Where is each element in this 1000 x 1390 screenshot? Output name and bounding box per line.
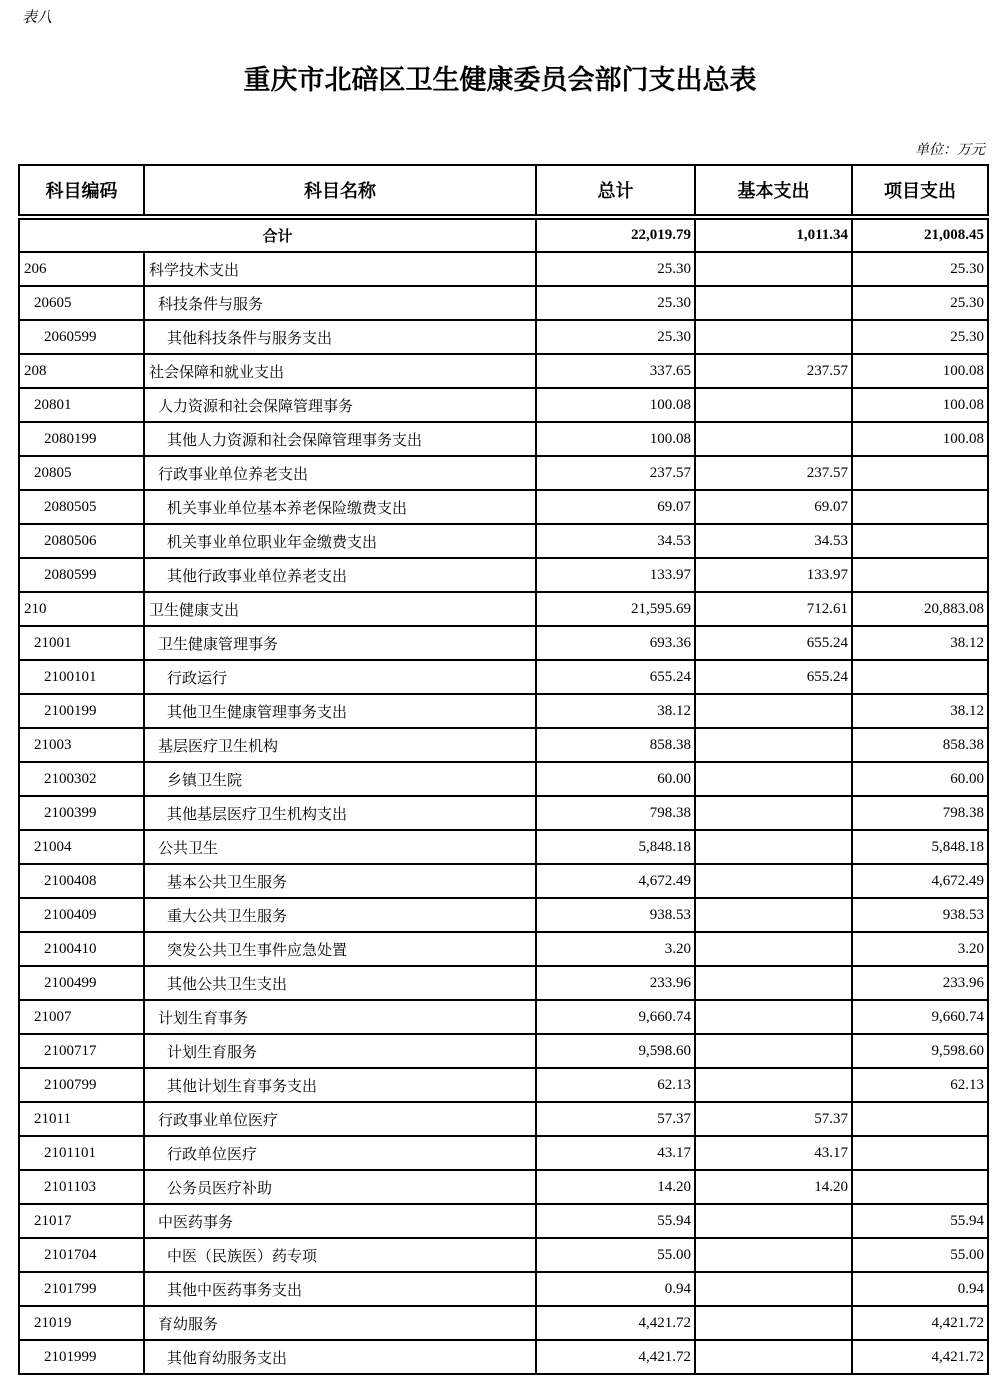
cell-total: 337.65 [536,354,695,388]
table-row [19,660,988,694]
cell-subject-code: 2060599 [19,320,144,354]
cell-basic-expenditure: 69.07 [695,490,852,524]
table-row [19,830,988,864]
cell-subject-name: 行政运行 [144,660,536,694]
cell-subject-code: 20805 [19,456,144,490]
cell-basic-expenditure: 34.53 [695,524,852,558]
cell-subject-name: 公务员医疗补助 [144,1170,536,1204]
cell-project-expenditure: 55.94 [852,1204,988,1238]
cell-basic-expenditure [695,388,852,422]
cell-subject-code: 21004 [19,830,144,864]
cell-subject-name: 公共卫生 [144,830,536,864]
cell-subject-name: 科学技术支出 [144,252,536,286]
table-row [19,1204,988,1238]
cell-subject-name: 社会保障和就业支出 [144,354,536,388]
table-row [19,864,988,898]
table-row [19,966,988,1000]
cell-project-expenditure: 25.30 [852,320,988,354]
cell-project-expenditure: 4,421.72 [852,1306,988,1340]
cell-project-expenditure: 4,672.49 [852,864,988,898]
cell-subject-code: 2080199 [19,422,144,456]
cell-project-expenditure: 100.08 [852,422,988,456]
cell-project-expenditure: 25.30 [852,286,988,320]
table-row [19,1136,988,1170]
cell-subject-code: 2100199 [19,694,144,728]
cell-total: 100.08 [536,422,695,456]
cell-total: 858.38 [536,728,695,762]
table-row [19,932,988,966]
cell-subject-code: 2100499 [19,966,144,1000]
cell-project-expenditure: 100.08 [852,354,988,388]
cell-project-expenditure: 233.96 [852,966,988,1000]
cell-project-expenditure: 9,660.74 [852,1000,988,1034]
cell-project-expenditure: 798.38 [852,796,988,830]
cell-subject-name: 基本公共卫生服务 [144,864,536,898]
table-row [19,762,988,796]
table-row [19,524,988,558]
table-number-label: 表八 [22,8,53,26]
cell-total: 34.53 [536,524,695,558]
cell-project-expenditure: 60.00 [852,762,988,796]
table-row [19,1272,988,1306]
cell-basic-expenditure [695,830,852,864]
cell-project-expenditure: 9,598.60 [852,1034,988,1068]
cell-basic-expenditure: 712.61 [695,592,852,626]
cell-total: 5,848.18 [536,830,695,864]
cell-subject-name: 计划生育事务 [144,1000,536,1034]
cell-basic-expenditure: 57.37 [695,1102,852,1136]
cell-subject-code: 2100799 [19,1068,144,1102]
cell-subject-code: 2101799 [19,1272,144,1306]
cell-project-expenditure: 5,848.18 [852,830,988,864]
cell-basic-expenditure [695,762,852,796]
cell-total: 938.53 [536,898,695,932]
table-row [19,1238,988,1272]
cell-total: 693.36 [536,626,695,660]
table-row [19,320,988,354]
cell-total: 3.20 [536,932,695,966]
cell-subject-name: 其他计划生育事务支出 [144,1068,536,1102]
col-header-subject-code: 科目编码 [19,165,144,217]
cell-total: 9,598.60 [536,1034,695,1068]
cell-basic-expenditure: 43.17 [695,1136,852,1170]
cell-project-expenditure [852,524,988,558]
cell-subject-name: 卫生健康管理事务 [144,626,536,660]
total-row-label: 合计 [19,217,536,252]
col-header-total: 总计 [536,165,695,217]
table-row [19,558,988,592]
cell-total: 100.08 [536,388,695,422]
table-row [19,898,988,932]
col-header-basic-expenditure: 基本支出 [695,165,852,217]
cell-basic-expenditure [695,1272,852,1306]
unit-note: 单位：万元 [915,142,985,158]
cell-project-expenditure [852,490,988,524]
cell-subject-code: 20605 [19,286,144,320]
cell-total: 69.07 [536,490,695,524]
cell-project-expenditure: 20,883.08 [852,592,988,626]
cell-subject-name: 卫生健康支出 [144,592,536,626]
cell-project-expenditure [852,660,988,694]
cell-subject-code: 2100409 [19,898,144,932]
table-row [19,1000,988,1034]
cell-total: 655.24 [536,660,695,694]
cell-subject-name: 行政事业单位医疗 [144,1102,536,1136]
cell-basic-expenditure [695,1204,852,1238]
cell-subject-code: 208 [19,354,144,388]
cell-subject-code: 21003 [19,728,144,762]
cell-subject-name: 其他行政事业单位养老支出 [144,558,536,592]
total-row-project-value: 21,008.45 [852,217,988,252]
cell-subject-name: 其他育幼服务支出 [144,1340,536,1374]
cell-basic-expenditure: 237.57 [695,354,852,388]
cell-subject-name: 行政单位医疗 [144,1136,536,1170]
cell-project-expenditure: 3.20 [852,932,988,966]
total-row [19,217,988,252]
cell-basic-expenditure [695,1340,852,1374]
cell-total: 0.94 [536,1272,695,1306]
cell-total: 14.20 [536,1170,695,1204]
cell-subject-code: 2080505 [19,490,144,524]
cell-subject-name: 计划生育服务 [144,1034,536,1068]
cell-basic-expenditure [695,1068,852,1102]
cell-subject-code: 2080506 [19,524,144,558]
cell-basic-expenditure [695,252,852,286]
table-row [19,490,988,524]
cell-basic-expenditure [695,320,852,354]
cell-project-expenditure: 0.94 [852,1272,988,1306]
cell-subject-name: 育幼服务 [144,1306,536,1340]
cell-subject-code: 21019 [19,1306,144,1340]
cell-subject-code: 210 [19,592,144,626]
cell-total: 62.13 [536,1068,695,1102]
cell-subject-code: 2101704 [19,1238,144,1272]
cell-total: 55.94 [536,1204,695,1238]
table-row [19,728,988,762]
cell-subject-code: 2100101 [19,660,144,694]
cell-subject-code: 21017 [19,1204,144,1238]
cell-basic-expenditure [695,1034,852,1068]
col-header-project-expenditure: 项目支出 [852,165,988,217]
cell-project-expenditure: 38.12 [852,626,988,660]
cell-basic-expenditure: 133.97 [695,558,852,592]
cell-total: 4,421.72 [536,1306,695,1340]
cell-project-expenditure: 100.08 [852,388,988,422]
cell-basic-expenditure [695,286,852,320]
table-row [19,1306,988,1340]
cell-basic-expenditure: 237.57 [695,456,852,490]
cell-basic-expenditure [695,694,852,728]
cell-total: 25.30 [536,286,695,320]
expenditure-table [18,164,989,1375]
cell-subject-name: 中医（民族医）药专项 [144,1238,536,1272]
cell-subject-code: 2101101 [19,1136,144,1170]
cell-total: 60.00 [536,762,695,796]
cell-subject-name: 机关事业单位基本养老保险缴费支出 [144,490,536,524]
cell-subject-name: 其他中医药事务支出 [144,1272,536,1306]
table-row [19,456,988,490]
cell-subject-code: 2100302 [19,762,144,796]
cell-subject-name: 突发公共卫生事件应急处置 [144,932,536,966]
cell-subject-name: 其他基层医疗卫生机构支出 [144,796,536,830]
table-row [19,626,988,660]
cell-project-expenditure: 25.30 [852,252,988,286]
cell-project-expenditure [852,1102,988,1136]
cell-project-expenditure: 938.53 [852,898,988,932]
cell-subject-name: 其他科技条件与服务支出 [144,320,536,354]
cell-basic-expenditure [695,1000,852,1034]
cell-project-expenditure: 62.13 [852,1068,988,1102]
cell-basic-expenditure [695,422,852,456]
cell-total: 4,672.49 [536,864,695,898]
cell-basic-expenditure: 14.20 [695,1170,852,1204]
cell-subject-name: 其他公共卫生支出 [144,966,536,1000]
table-row [19,252,988,286]
table-row [19,592,988,626]
cell-project-expenditure: 38.12 [852,694,988,728]
cell-total: 233.96 [536,966,695,1000]
table-row [19,1102,988,1136]
cell-basic-expenditure [695,864,852,898]
table-row [19,286,988,320]
cell-subject-code: 2080599 [19,558,144,592]
table-row [19,354,988,388]
cell-subject-name: 中医药事务 [144,1204,536,1238]
cell-subject-name: 其他人力资源和社会保障管理事务支出 [144,422,536,456]
cell-total: 9,660.74 [536,1000,695,1034]
cell-project-expenditure: 858.38 [852,728,988,762]
table-row [19,1034,988,1068]
table-row [19,422,988,456]
cell-subject-name: 重大公共卫生服务 [144,898,536,932]
table-row [19,1068,988,1102]
cell-total: 57.37 [536,1102,695,1136]
cell-project-expenditure: 55.00 [852,1238,988,1272]
total-row-total-value: 22,019.79 [536,217,695,252]
cell-subject-code: 21007 [19,1000,144,1034]
page-title: 重庆市北碚区卫生健康委员会部门支出总表 [243,65,757,95]
cell-project-expenditure: 4,421.72 [852,1340,988,1374]
cell-total: 21,595.69 [536,592,695,626]
cell-basic-expenditure [695,1238,852,1272]
cell-subject-code: 2100717 [19,1034,144,1068]
cell-subject-code: 2101999 [19,1340,144,1374]
cell-total: 25.30 [536,252,695,286]
cell-total: 55.00 [536,1238,695,1272]
cell-subject-name: 机关事业单位职业年金缴费支出 [144,524,536,558]
cell-basic-expenditure [695,966,852,1000]
table-row [19,796,988,830]
cell-subject-code: 21011 [19,1102,144,1136]
cell-subject-name: 科技条件与服务 [144,286,536,320]
cell-subject-name: 基层医疗卫生机构 [144,728,536,762]
cell-subject-name: 其他卫生健康管理事务支出 [144,694,536,728]
cell-subject-code: 21001 [19,626,144,660]
header-row [19,165,988,217]
cell-total: 43.17 [536,1136,695,1170]
cell-project-expenditure [852,558,988,592]
cell-subject-code: 206 [19,252,144,286]
cell-project-expenditure [852,456,988,490]
table-row [19,1170,988,1204]
table-row [19,388,988,422]
cell-basic-expenditure [695,1306,852,1340]
cell-subject-code: 20801 [19,388,144,422]
cell-subject-code: 2100399 [19,796,144,830]
cell-project-expenditure [852,1170,988,1204]
cell-subject-name: 人力资源和社会保障管理事务 [144,388,536,422]
table-row [19,1340,988,1374]
cell-subject-name: 行政事业单位养老支出 [144,456,536,490]
cell-basic-expenditure [695,796,852,830]
cell-basic-expenditure: 655.24 [695,660,852,694]
cell-basic-expenditure [695,898,852,932]
cell-total: 38.12 [536,694,695,728]
cell-total: 133.97 [536,558,695,592]
cell-total: 4,421.72 [536,1340,695,1374]
col-header-subject-name: 科目名称 [144,165,536,217]
cell-basic-expenditure [695,932,852,966]
cell-project-expenditure [852,1136,988,1170]
cell-basic-expenditure [695,728,852,762]
cell-basic-expenditure: 655.24 [695,626,852,660]
total-row-basic-value: 1,011.34 [695,217,852,252]
cell-subject-code: 2101103 [19,1170,144,1204]
cell-subject-code: 2100410 [19,932,144,966]
cell-total: 798.38 [536,796,695,830]
table-row [19,694,988,728]
cell-total: 237.57 [536,456,695,490]
cell-total: 25.30 [536,320,695,354]
cell-subject-code: 2100408 [19,864,144,898]
cell-subject-name: 乡镇卫生院 [144,762,536,796]
